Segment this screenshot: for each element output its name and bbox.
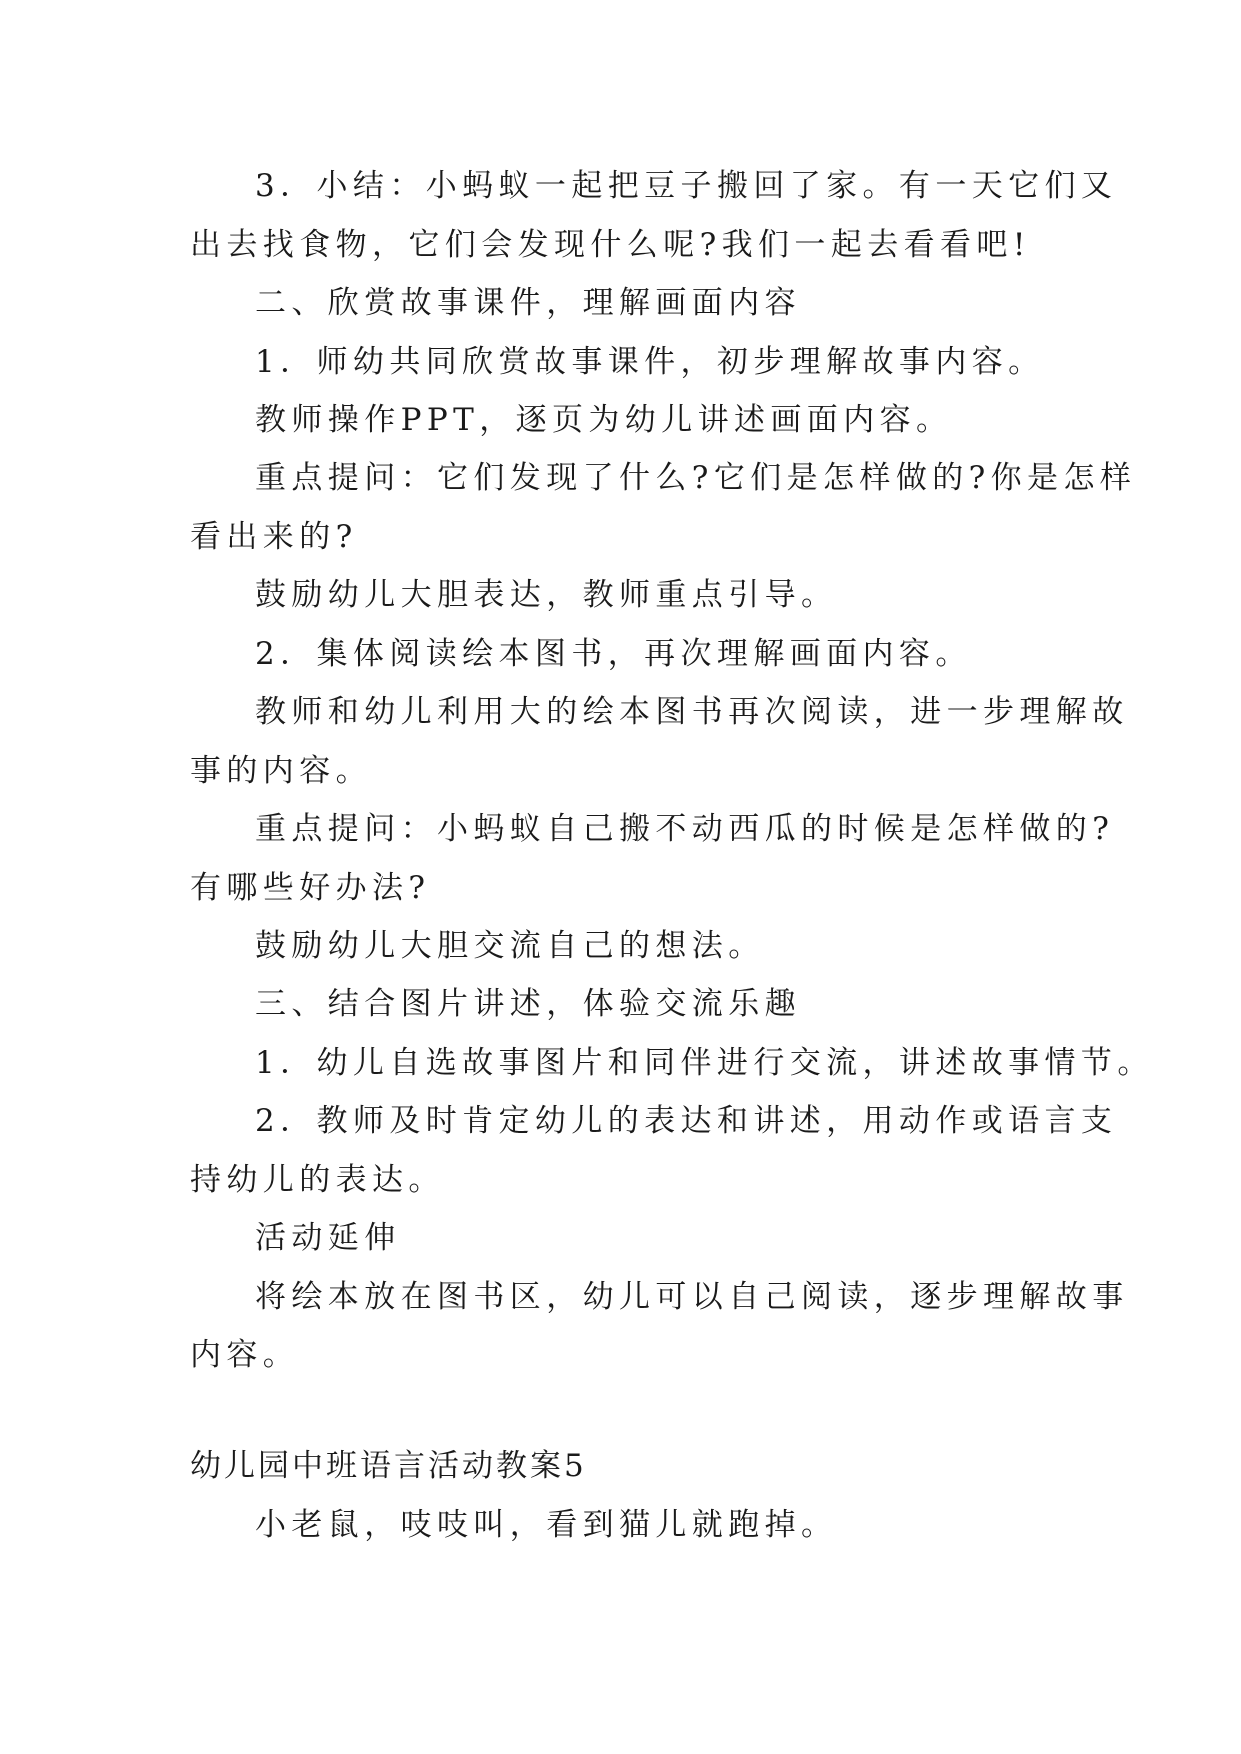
paragraph-line: 教师和幼儿利用大的绘本图书再次阅读，进一步理解故 bbox=[255, 694, 1129, 730]
paragraph-line: 将绘本放在图书区，幼儿可以自己阅读，逐步理解故事 bbox=[255, 1279, 1129, 1315]
section-heading: 二、欣赏故事课件，理解画面内容 bbox=[255, 285, 801, 321]
paragraph-line: 事的内容。 bbox=[190, 753, 372, 789]
paragraph-line: 重点提问：小蚂蚁自己搬不动西瓜的时候是怎样做的? bbox=[255, 811, 1115, 847]
paragraph-line: 小老鼠，吱吱叫，看到猫儿就跑掉。 bbox=[255, 1507, 838, 1543]
paragraph-line: 内容。 bbox=[190, 1337, 300, 1373]
paragraph-line: 鼓励幼儿大胆交流自己的想法。 bbox=[255, 928, 765, 964]
paragraph-line: 有哪些好办法? bbox=[190, 870, 431, 906]
paragraph-line: 出去找食物，它们会发现什么呢?我们一起去看看吧! bbox=[190, 227, 1031, 263]
paragraph-line: 重点提问：它们发现了什么?它们是怎样做的?你是怎样 bbox=[255, 460, 1137, 496]
document-title: 幼儿园中班语言活动教案5 bbox=[190, 1448, 587, 1484]
paragraph-line: 1．幼儿自选故事图片和同伴进行交流，讲述故事情节。 bbox=[255, 1045, 1154, 1081]
paragraph-line: 教师操作PPT，逐页为幼儿讲述画面内容。 bbox=[255, 402, 953, 438]
paragraph-line: 2．教师及时肯定幼儿的表达和讲述，用动作或语言支 bbox=[255, 1103, 1118, 1139]
section-heading: 三、结合图片讲述，体验交流乐趣 bbox=[255, 986, 801, 1022]
paragraph-line: 2．集体阅读绘本图书，再次理解画面内容。 bbox=[255, 636, 972, 672]
section-heading: 活动延伸 bbox=[255, 1220, 401, 1256]
paragraph-line: 看出来的? bbox=[190, 519, 358, 555]
paragraph-line: 鼓励幼儿大胆表达，教师重点引导。 bbox=[255, 577, 838, 613]
paragraph-line: 3．小结：小蚂蚁一起把豆子搬回了家。有一天它们又 bbox=[255, 168, 1118, 204]
paragraph-line: 1．师幼共同欣赏故事课件，初步理解故事内容。 bbox=[255, 344, 1045, 380]
paragraph-line: 持幼儿的表达。 bbox=[190, 1162, 445, 1198]
